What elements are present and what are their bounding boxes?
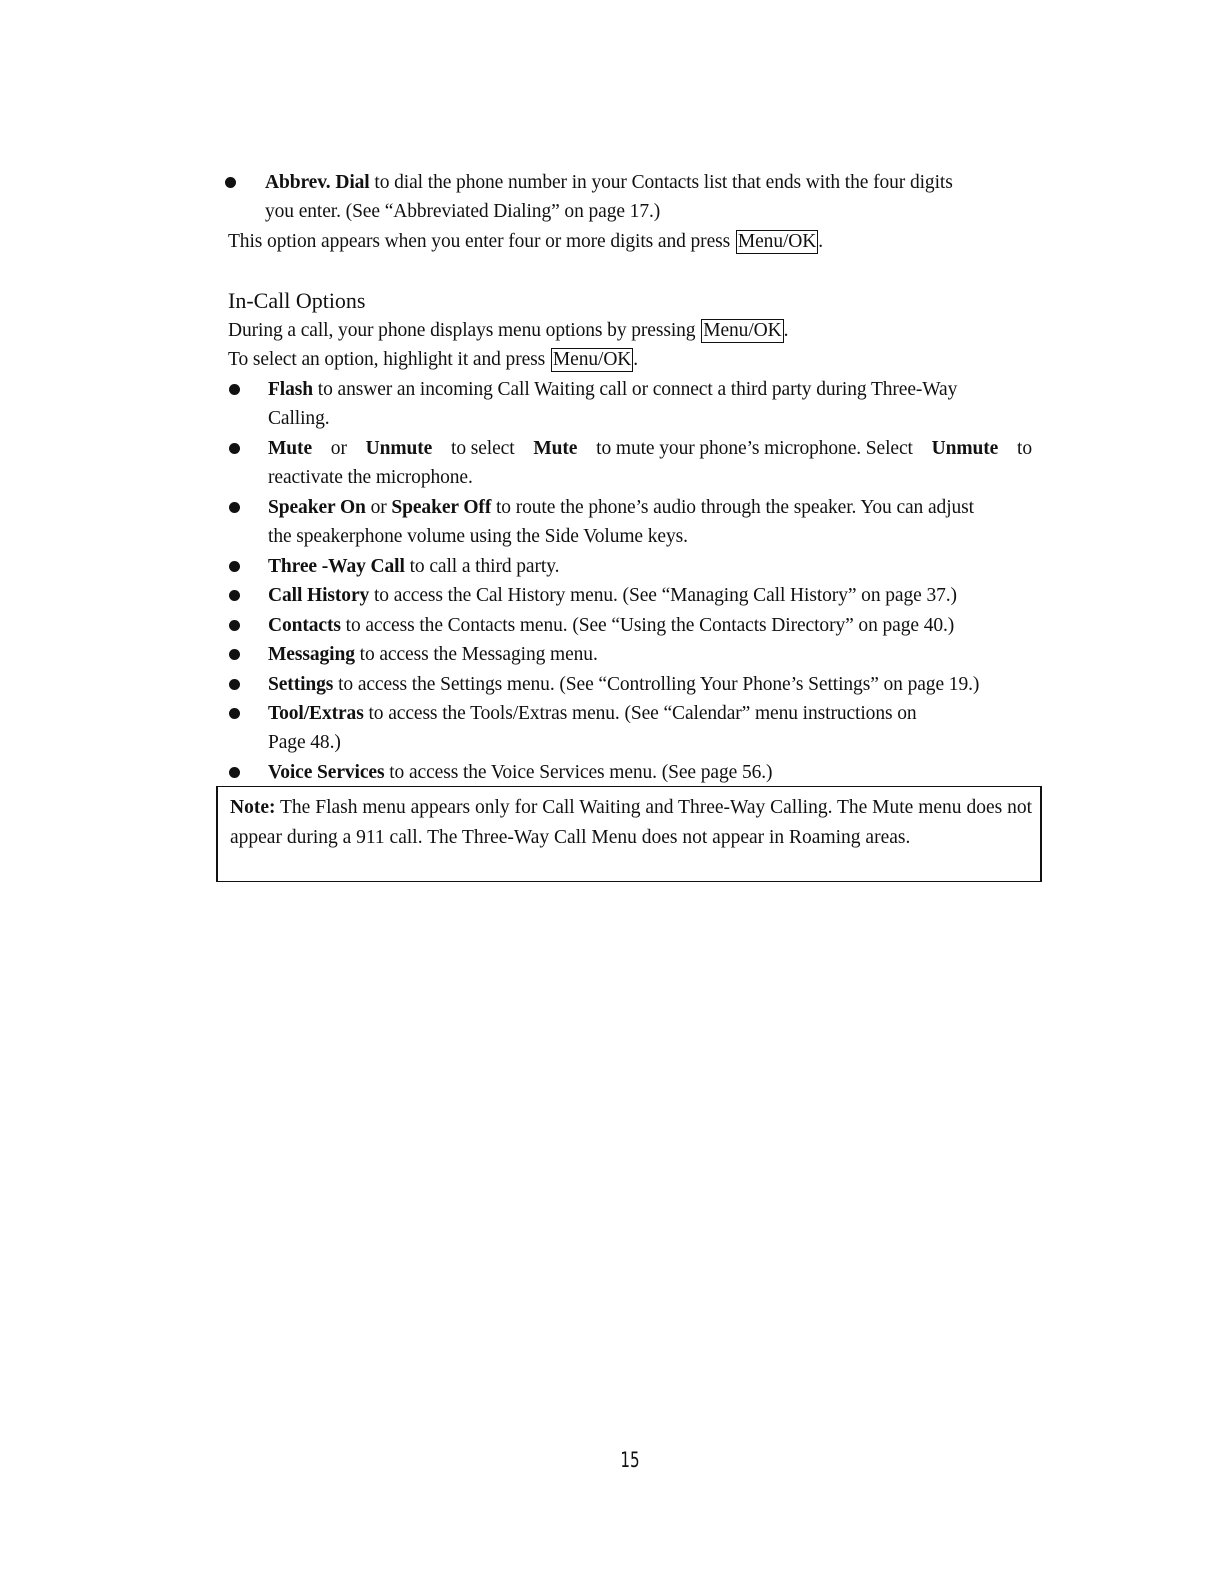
bullet-icon	[229, 620, 240, 631]
list-item-tool-extras-line2: Page 48.)	[268, 732, 341, 753]
contacts-term: Contacts	[268, 615, 341, 636]
mute-segment-b	[366, 434, 433, 463]
bullet-icon	[229, 443, 240, 454]
abbrev-dial-line2: you enter. (See “Abbreviated Dialing” on page 17.)	[265, 201, 661, 222]
bullet-icon	[229, 590, 240, 601]
bullet-icon	[225, 177, 236, 188]
three-way-text: to call a third party.	[404, 556, 560, 577]
messaging-text: to access the Messaging menu.	[354, 644, 598, 665]
incall-intro1	[228, 316, 788, 345]
voice-services-term: Voice Services	[268, 762, 385, 783]
voice-services-text: to access the Voice Services menu. (See page 56.)	[384, 762, 773, 783]
list-item-speaker-line2: the speakerphone volume using the Side Volume keys.	[268, 526, 688, 547]
list-item-three-way	[268, 552, 559, 581]
speaker-or: or	[365, 497, 392, 518]
speaker-on-term: Speaker On	[268, 497, 366, 518]
bullet-icon	[229, 708, 240, 719]
settings-text: to access the Settings menu. (See “Controlling Your Phone’s Settings” on page 19.)	[333, 674, 980, 695]
period: .	[783, 320, 789, 341]
abbrev-note-text: This option appears when you enter four or more digits and press	[228, 231, 735, 252]
speaker-text: to route the phone’s audio through the speaker. You can adjust	[491, 497, 974, 518]
call-history-text: to access the Cal History menu. (See “Managing Call History” on page 37.)	[369, 585, 957, 606]
menu-ok-key: Menu/OK	[703, 320, 782, 341]
list-item-tool-extras-line1	[268, 699, 917, 728]
list-item-voice-services	[268, 758, 772, 787]
tool-extras-term: Tool/Extras	[268, 703, 364, 724]
mute-term-2: Mute	[533, 438, 578, 459]
period: .	[633, 349, 639, 370]
mute-segment-d	[533, 434, 577, 463]
menu-ok-key: Menu/OK	[552, 349, 632, 370]
abbrev-dial-line1	[265, 168, 953, 197]
bullet-icon	[229, 502, 240, 513]
period: .	[818, 231, 824, 252]
list-item-mute-line2: reactivate the microphone.	[268, 467, 473, 488]
unmute-term-2: Unmute	[931, 438, 999, 459]
tool-extras-text: to access the Tools/Extras menu. (See “Calendar” menu instructions on	[363, 703, 917, 724]
note-box	[216, 786, 1042, 882]
page-number: 15	[620, 1448, 640, 1472]
mute-segment-c: to select	[451, 438, 515, 459]
abbrev-dial-text: to dial the phone number in your Contacts list that ends with the four digits	[369, 172, 953, 193]
abbrev-dial-term: Abbrev. Dial	[265, 172, 370, 193]
flash-text: to answer an incoming Call Waiting call or connect a third party during Three-Way	[313, 379, 958, 400]
mute-segment-f	[932, 434, 999, 463]
bullet-icon	[229, 767, 240, 778]
section-heading: In-Call Options	[228, 288, 366, 313]
list-item-messaging	[268, 640, 598, 669]
bullet-icon	[229, 384, 240, 395]
list-item-mute-line1	[268, 434, 1032, 463]
list-item-flash-line1	[268, 375, 957, 404]
contacts-text: to access the Contacts menu. (See “Using the Contacts Directory” on page 40.)	[340, 615, 955, 636]
three-way-term: Three -Way Call	[268, 556, 405, 577]
call-history-term: Call History	[268, 585, 370, 606]
list-item-flash-line2: Calling.	[268, 408, 330, 429]
unmute-term: Unmute	[365, 438, 433, 459]
note-label: Note:	[230, 797, 276, 818]
speaker-off-term: Speaker Off	[391, 497, 492, 518]
bullet-icon	[229, 649, 240, 660]
mute-segment-e: to mute your phone’s microphone. Select	[596, 438, 913, 459]
note-text	[230, 793, 1032, 852]
incall-intro2	[228, 345, 638, 374]
incall-intro1-text: During a call, your phone displays menu options by pressing	[228, 320, 701, 341]
messaging-term: Messaging	[268, 644, 355, 665]
mute-segment-or: or	[330, 438, 347, 459]
mute-term: Mute	[268, 438, 312, 459]
incall-intro2-text: To select an option, highlight it and press	[228, 349, 550, 370]
flash-term: Flash	[268, 379, 314, 400]
mute-segment-g: to	[1017, 438, 1032, 459]
mute-segment-a	[268, 434, 312, 463]
list-item-call-history	[268, 581, 957, 610]
list-item-settings	[268, 670, 979, 699]
bullet-icon	[229, 679, 240, 690]
menu-ok-key: Menu/OK	[737, 231, 817, 252]
list-item-speaker-line1	[268, 493, 974, 522]
settings-term: Settings	[268, 674, 334, 695]
abbrev-dial-note	[228, 227, 823, 256]
list-item-contacts	[268, 611, 954, 640]
note-body: The Flash menu appears only for Call Waiting and Three-Way Calling. The Mute menu does not appear during a 911 call. The Three-Way Call Menu does not appear in Roaming areas.	[230, 797, 1032, 848]
bullet-icon	[229, 561, 240, 572]
